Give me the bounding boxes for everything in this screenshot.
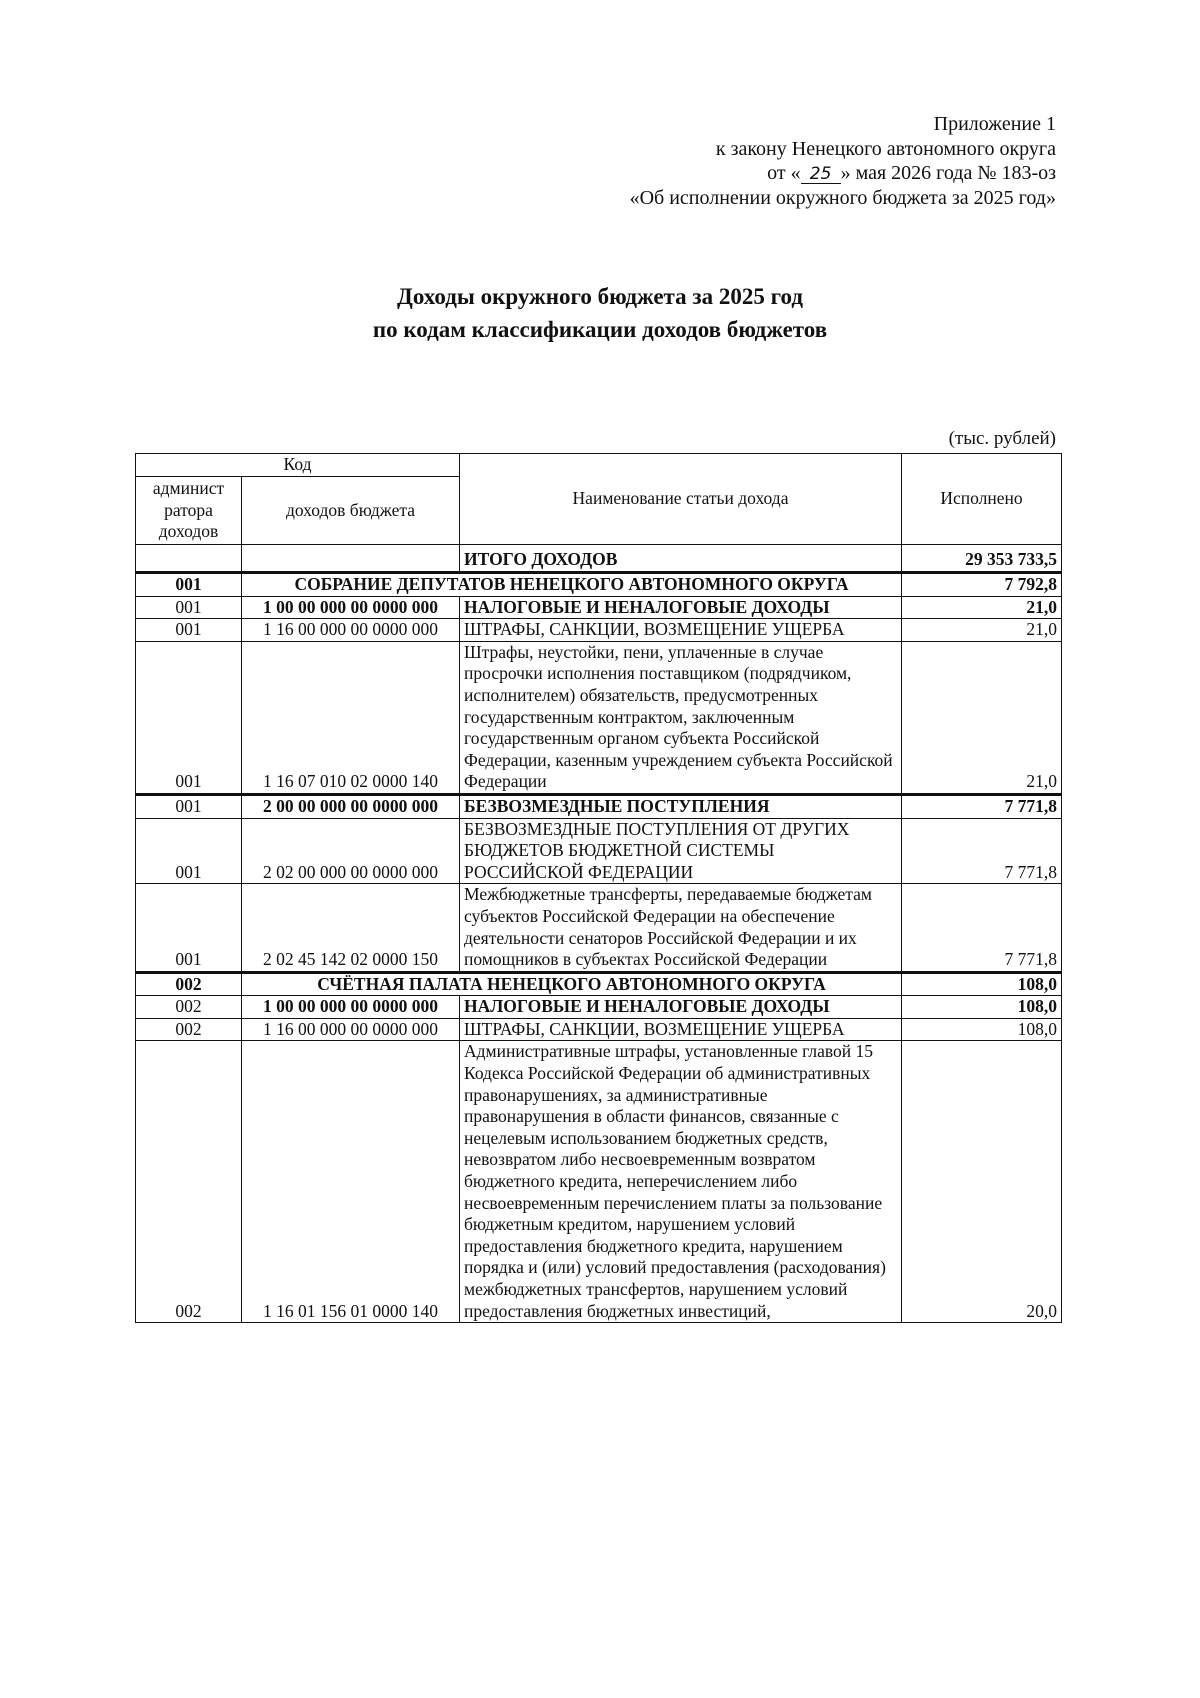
section-admin: 002 [136,972,242,996]
handwritten-day: 25 [801,165,841,184]
row-code: 2 02 45 142 02 0000 150 [242,884,460,972]
row-code: 1 00 00 000 00 0000 000 [242,996,460,1019]
total-row [136,545,1062,573]
row-name: БЕЗВОЗМЕЗДНЫЕ ПОСТУПЛЕНИЯ ОТ ДРУГИХ БЮДЖЕТОВ БЮДЖЕТНОЙ СИСТЕМЫ РОССИЙСКОЙ ФЕДЕРАЦИИ [460,818,902,884]
row-value: 7 771,8 [902,794,1062,818]
header-value: Исполнено [902,454,1062,545]
appendix-line-3 [630,161,1056,186]
appendix-line-4: «Об исполнении окружного бюджета за 2025 год» [629,186,1056,209]
section-title: СОБРАНИЕ ДЕПУТАТОВ НЕНЕЦКОГО АВТОНОМНОГО ОКРУГА [242,573,902,597]
row-name: ШТРАФЫ, САНКЦИИ, ВОЗМЕЩЕНИЕ УЩЕРБА [460,1018,902,1041]
row-name: Штрафы, неустойки, пени, уплаченные в случае просрочки исполнения поставщиком (подрядчиком, исполнителем) обязательств, предусмотренных государственным контрактом, заключенным государственным органом субъекта Российской Федерации, казенным учреждением субъекта Российской Федерации [460,641,902,794]
row-code: 1 16 00 000 00 0000 000 [242,619,460,642]
section-value: 108,0 [902,972,1062,996]
appendix-line-1: Приложение 1 [933,113,1056,135]
row-value: 21,0 [902,596,1062,619]
row-value: 20,0 [902,1041,1062,1323]
row-name: БЕЗВОЗМЕЗДНЫЕ ПОСТУПЛЕНИЯ [460,794,902,818]
table-row [136,1018,1062,1041]
section-value: 7 792,8 [902,573,1062,597]
table-row [136,619,1062,642]
row-code: 2 00 00 000 00 0000 000 [242,794,460,818]
row-name: ШТРАФЫ, САНКЦИИ, ВОЗМЕЩЕНИЕ УЩЕРБА [460,619,902,642]
row-name: НАЛОГОВЫЕ И НЕНАЛОГОВЫЕ ДОХОДЫ [460,996,902,1019]
row-value: 7 771,8 [902,884,1062,972]
row-admin: 002 [136,1041,242,1323]
row-name: Межбюджетные трансферты, передаваемые бюджетам субъектов Российской Федерации на обеспечение деятельности сенаторов Российской Федерации и их помощников в субъектах Российской Федерации [460,884,902,972]
appendix-date-prefix: от « [767,162,801,184]
row-code: 1 00 00 000 00 0000 000 [242,596,460,619]
section-admin: 001 [136,573,242,597]
row-admin: 001 [136,794,242,818]
row-value: 21,0 [902,619,1062,642]
header-name: Наименование статьи дохода [460,454,902,545]
total-code-cell [242,545,460,573]
row-admin: 001 [136,818,242,884]
row-name: НАЛОГОВЫЕ И НЕНАЛОГОВЫЕ ДОХОДЫ [460,596,902,619]
title-line-2: по кодам классификации доходов бюджетов [372,317,828,342]
row-name: Административные штрафы, установленные главой 15 Кодекса Российской Федерации об административных правонарушениях, за административные правонарушения в области финансов, связанные с нецелевым использованием бюджетных средств, невозвратом либо несвоевременным возвратом бюджетного кредита, неперечислением либо несвоевременным перечислением платы за пользование бюджетным кредитом, нарушением условий предоставления бюджетного кредита, нарушением порядка и (или) условий предоставления (расходования) межбюджетных трансфертов, нарушением условий предоставления бюджетных инвестиций, [460,1041,902,1323]
total-value: 29 353 733,5 [902,545,1062,573]
total-name: ИТОГО ДОХОДОВ [460,545,902,573]
row-code: 1 16 01 156 01 0000 140 [242,1041,460,1323]
appendix-header [630,112,1056,210]
document-title [0,280,1200,346]
row-admin: 001 [136,884,242,972]
row-admin: 001 [136,619,242,642]
table-row [136,818,1062,884]
header-kod: Код [136,454,460,477]
header-budget-code: доходов бюджета [242,477,460,545]
row-value: 108,0 [902,996,1062,1019]
row-admin: 001 [136,641,242,794]
header-admin: админист ратора доходов [136,477,242,545]
table-row [136,884,1062,972]
table-row [136,794,1062,818]
budget-table [135,453,1062,1323]
table-row [136,996,1062,1019]
table-row [136,641,1062,794]
units-label: (тыс. рублей) [948,428,1056,449]
total-admin-cell [136,545,242,573]
row-code: 1 16 07 010 02 0000 140 [242,641,460,794]
title-line-1: Доходы окружного бюджета за 2025 год [397,284,803,309]
table-row [136,1041,1062,1323]
row-value: 7 771,8 [902,818,1062,884]
appendix-date-suffix: » мая 2026 года № 183-оз [840,162,1056,184]
row-value: 108,0 [902,1018,1062,1041]
section-title: СЧЁТНАЯ ПАЛАТА НЕНЕЦКОГО АВТОНОМНОГО ОКРУГА [242,972,902,996]
row-admin: 002 [136,1018,242,1041]
row-admin: 002 [136,996,242,1019]
appendix-line-2: к закону Ненецкого автономного округа [715,137,1056,160]
section-row [136,972,1062,996]
row-value: 21,0 [902,641,1062,794]
section-row [136,573,1062,597]
row-code: 1 16 00 000 00 0000 000 [242,1018,460,1041]
row-admin: 001 [136,596,242,619]
table-row [136,596,1062,619]
row-code: 2 02 00 000 00 0000 000 [242,818,460,884]
